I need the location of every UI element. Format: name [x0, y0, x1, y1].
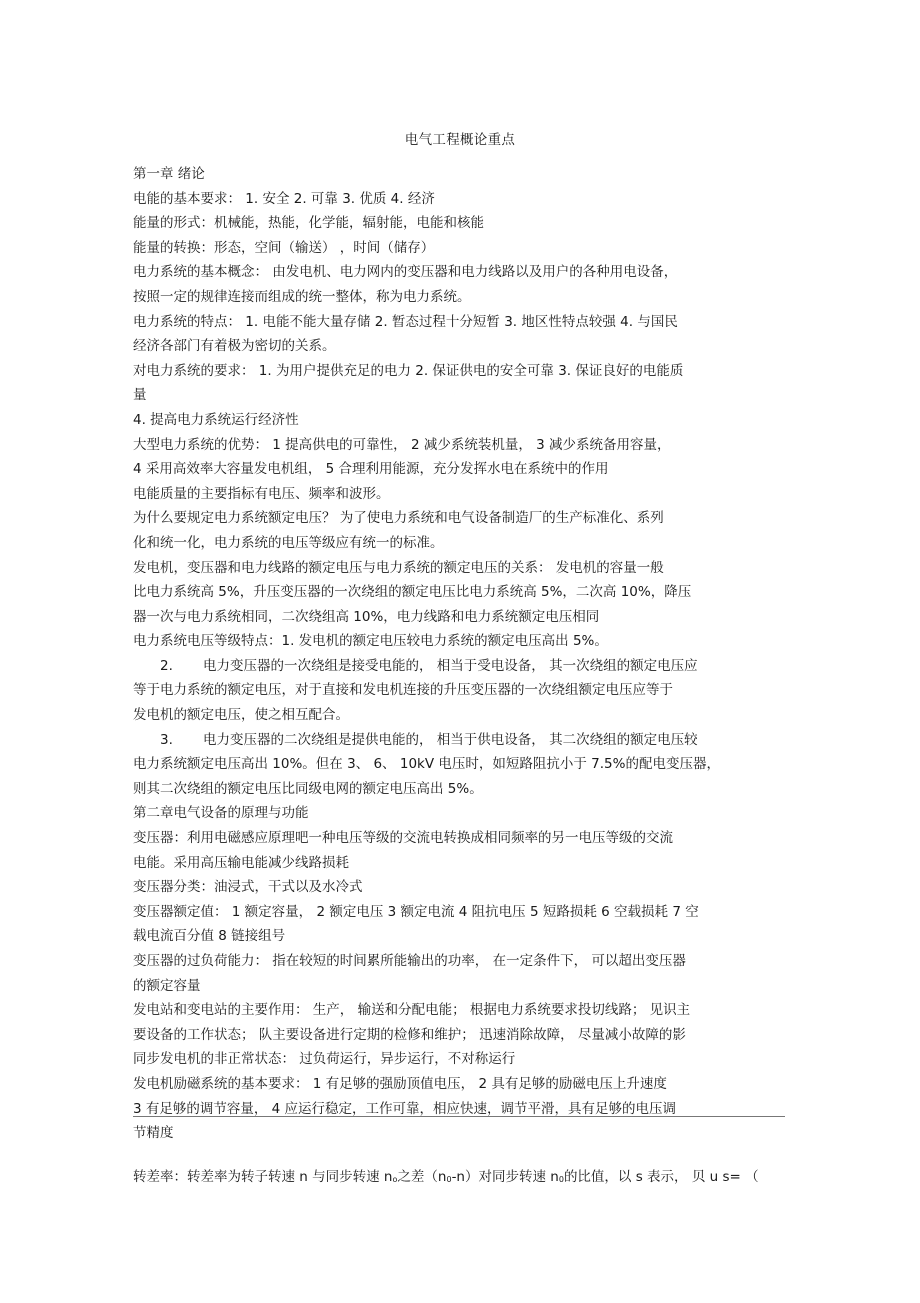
line-text: 对电力系统的要求： 1. 为用户提供充足的电力 2. 保证供电的安全可靠 3. 保证良好的电能质 — [133, 362, 684, 379]
paragraph-line — [133, 1072, 793, 1097]
line-text: 能量的形式：机械能，热能，化学能，辐射能，电能和核能 — [133, 215, 484, 232]
paragraph-line — [133, 801, 793, 826]
paragraph-line — [133, 752, 793, 777]
paragraph-line — [133, 457, 793, 482]
line-text: 的额定容量 — [133, 977, 201, 994]
line-text: 比电力系统高 5%，升压变压器的一次绕组的额定电压比电力系统高 5%，二次高 10%，降压 — [133, 584, 692, 601]
paragraph-line — [133, 506, 793, 531]
line-text: 电力变压器的一次绕组是接受电能的， 相当于受电设备， 其一次绕组的额定电压应 — [203, 657, 698, 674]
paragraph-line — [133, 1023, 793, 1048]
paragraph-line — [133, 949, 793, 974]
paragraph-line — [133, 851, 793, 876]
paragraph-line — [133, 605, 793, 630]
document-body — [133, 162, 793, 1121]
line-text: 发电机，变压器和电力线路的额定电压与电力系统的额定电压的关系： 发电机的容量一般 — [133, 559, 664, 576]
paragraph-line — [133, 629, 793, 654]
document-continuation — [133, 1121, 813, 1189]
line-text: 电能的基本要求： 1. 安全 2. 可靠 3. 优质 4. 经济 — [133, 190, 435, 207]
line-text: 电力系统电压等级特点：1. 发电机的额定电压较电力系统的额定电压高出 5%。 — [133, 633, 608, 650]
paragraph-line — [133, 580, 793, 605]
line-text: 等于电力系统的额定电压，对于直接和发电机连接的升压变压器的一次绕组额定电压应等于 — [133, 682, 673, 699]
paragraph-line — [133, 900, 793, 925]
paragraph-line — [133, 531, 793, 556]
line-text: 经济各部门有着极为密切的关系。 — [133, 338, 336, 355]
line-text: 变压器额定值： 1 额定容量， 2 额定电压 3 额定电流 4 阻抗电压 5 短路损耗 6 空载损耗 7 空 — [133, 903, 699, 920]
line-text: 第一章 绪论 — [133, 166, 205, 182]
line-text: 则其二次绕组的额定电压比同级电网的额定电压高出 5%。 — [133, 780, 483, 797]
paragraph-line — [133, 187, 793, 212]
paragraph-line — [133, 826, 793, 851]
paragraph-line — [133, 974, 793, 999]
line-text: 第二章电气设备的原理与功能 — [133, 805, 309, 822]
document-title: 电气工程概论重点 — [404, 132, 516, 148]
line-text: 同步发电机的非正常状态： 过负荷运行，异步运行，不对称运行 — [133, 1051, 516, 1068]
paragraph-line — [133, 433, 793, 458]
line-text: 器一次与电力系统相同，二次绕组高 10%，电力线路和电力系统额定电压相同 — [133, 608, 600, 625]
paragraph-line — [133, 1047, 793, 1072]
line-text: 变压器分类：油浸式，干式以及水冷式 — [133, 879, 363, 896]
line-text: 发电机的额定电压，使之相互配合。 — [133, 707, 349, 724]
paragraph-line — [133, 728, 793, 753]
list-number: 2. — [160, 657, 173, 674]
line-text: 能量的转换：形态，空间（输送） ，时间（储存） — [133, 239, 435, 256]
paragraph-line: 节精度 — [133, 1125, 174, 1141]
paragraph-line — [133, 285, 793, 310]
paragraph-line — [133, 654, 793, 679]
line-text: 4 采用高效率大容量发电机组， 5 合理利用能源，充分发挥水电在系统中的作用 — [133, 461, 609, 478]
line-text: 发电站和变电站的主要作用： 生产， 输送和分配电能； 根据电力系统要求投切线路； 见识主 — [133, 1002, 691, 1019]
paragraph-line — [133, 703, 793, 728]
paragraph-line — [133, 1097, 793, 1122]
line-text: 量 — [133, 387, 147, 404]
line-text: 电力系统的特点： 1. 电能不能大量存储 2. 暂态过程十分短暂 3. 地区性特点较强 4. 与国民 — [133, 313, 678, 330]
line-text: 大型电力系统的优势： 1 提高供电的可靠性， 2 减少系统装机量， 3 减少系统备用容量， — [133, 436, 671, 453]
line-text: 电力变压器的二次绕组是提供电能的， 相当于供电设备， 其二次绕组的额定电压较 — [203, 731, 698, 748]
paragraph-line — [133, 383, 793, 408]
line-text: 载电流百分值 8 链接组号 — [133, 928, 286, 945]
line-text: 电能。采用高压输电能减少线路损耗 — [133, 854, 349, 871]
line-text: 按照一定的规律连接而组成的统一整体，称为电力系统。 — [133, 288, 471, 305]
line-text: 变压器：利用电磁感应原理吧一种电压等级的交流电转换成相同频率的另一电压等级的交流 — [133, 830, 673, 847]
page-divider — [133, 1116, 785, 1117]
paragraph-line — [133, 678, 793, 703]
paragraph-line — [133, 998, 793, 1023]
line-text: 4. 提高电力系统运行经济性 — [133, 411, 299, 428]
line-text: 3 有足够的调节容量， 4 应运行稳定，工作可靠，相应快速，调节平滑，具有足够的电压调 — [133, 1100, 677, 1117]
line-text: 为什么要规定电力系统额定电压？ 为了使电力系统和电气设备制造厂的生产标准化、系列 — [133, 510, 664, 527]
paragraph-line — [133, 408, 793, 433]
line-text: 电能质量的主要指标有电压、频率和波形。 — [133, 485, 390, 502]
paragraph-line — [133, 260, 793, 285]
slip-definition-line: 转差率：转差率为转子转速 n 与同步转速 $n_o$之差$(n_0-n)$对同步转速 $n_0$的比值，以 s 表示， 贝 u s= （ — [133, 1168, 759, 1185]
paragraph-line — [133, 924, 793, 949]
line-text: 化和统一化，电力系统的电压等级应有统一的标准。 — [133, 534, 444, 551]
line-text: 要设备的工作状态； 队主要设备进行定期的检修和维护； 迅速消除故障， 尽量减小故障的影 — [133, 1026, 686, 1043]
line-text: 电力系统的基本概念： 由发电机、电力网内的变压器和电力线路以及用户的各种用电设备， — [133, 264, 678, 281]
paragraph-line — [133, 162, 793, 187]
paragraph-line — [133, 875, 793, 900]
list-number: 3. — [160, 731, 173, 748]
line-text: 发电机励磁系统的基本要求： 1 有足够的强励顶值电压， 2 具有足够的励磁电压上升速度 — [133, 1075, 667, 1092]
paragraph-line — [133, 236, 793, 261]
line-text: 变压器的过负荷能力： 指在较短的时间累所能输出的功率， 在一定条件下， 可以超出变压器 — [133, 953, 686, 969]
paragraph-line — [133, 310, 793, 335]
paragraph-line — [133, 556, 793, 581]
paragraph-line — [133, 211, 793, 236]
paragraph-line — [133, 359, 793, 384]
line-text: 电力系统额定电压高出 10%。但在 3、 6、 10kV 电压时，如短路阻抗小于 7.5%的配电变压器， — [133, 756, 720, 773]
paragraph-line — [133, 777, 793, 802]
paragraph-line — [133, 482, 793, 507]
paragraph-line — [133, 334, 793, 359]
